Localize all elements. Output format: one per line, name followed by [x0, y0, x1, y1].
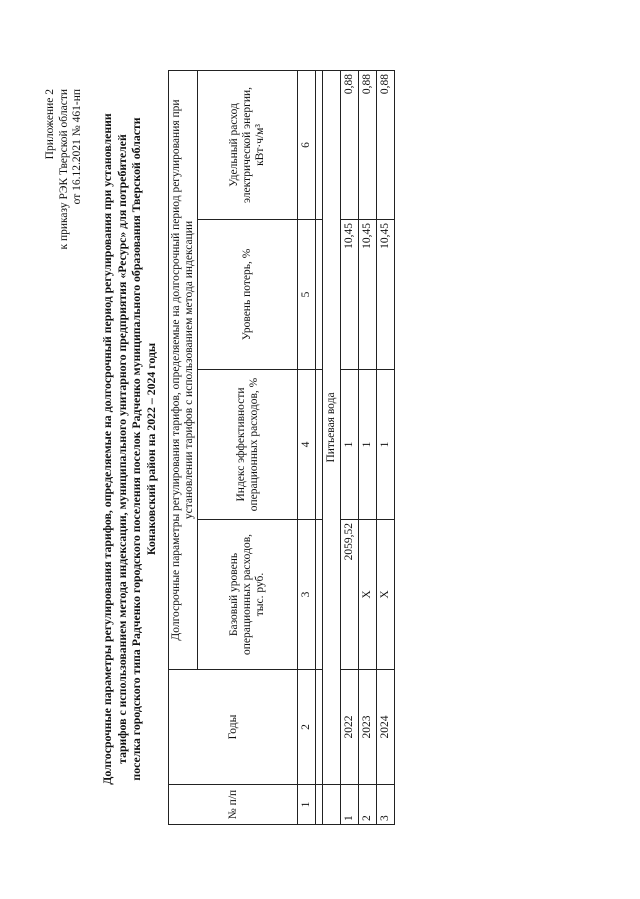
col-number: 5: [298, 220, 316, 370]
row-num: 2: [359, 785, 377, 825]
appendix-line-2: к приказу РЭК Тверской области: [57, 89, 70, 250]
rotated-page: [40, 39, 600, 859]
row-efficiency: 1: [359, 370, 377, 520]
row-efficiency: 1: [341, 370, 359, 520]
row-base-level: 2059,52: [341, 520, 359, 670]
title-line-1: Долгосрочные параметры регулирования тарифов, определяемые на долгосрочный период регулирования при установлении: [100, 113, 114, 785]
col-number: 2: [298, 670, 316, 785]
header-losses: Уровень потерь, %: [198, 220, 298, 370]
header-row-top: [169, 70, 198, 824]
appendix-line-3: от 16.12.2021 № 461-нп: [71, 89, 83, 205]
col-number: 6: [298, 70, 316, 219]
row-energy: 0,88: [341, 70, 359, 219]
row-efficiency: 1: [377, 370, 395, 520]
spacer-row: [316, 70, 323, 824]
header-group: Долгосрочные параметры регулирования тарифов, определяемые на долгосрочный период регулирования при установлении тарифов с использованием метода индексации: [169, 70, 198, 669]
header-efficiency: Индекс эффективности операционных расходов, %: [198, 370, 298, 520]
title-line-3: поселка городского типа Радченко городского поселения поселок Радченко муниципального образования Тверской области: [129, 117, 143, 781]
document-title: [100, 79, 158, 819]
row-energy: 0,88: [377, 70, 395, 219]
table-row: [359, 70, 377, 824]
row-year: 2022: [341, 670, 359, 785]
title-line-2: тарифов с использованием метода индексации, муниципального унитарного предприятия «Ресурс» для потребителей: [114, 134, 129, 764]
row-year: 2024: [377, 670, 395, 785]
row-losses: 10,45: [341, 220, 359, 370]
col-number: 1: [298, 785, 316, 825]
header-base-level: Базовый уровень операционных расходов, тыс. руб.: [198, 520, 298, 670]
parameters-table: [168, 70, 395, 825]
appendix-line-1: Приложение 2: [44, 89, 56, 160]
appendix-note: [44, 89, 85, 250]
table-row: [341, 70, 359, 824]
header-energy: Удельный расход электрической энергии, кВт·ч/м³: [198, 70, 298, 219]
row-base-level: Х: [377, 520, 395, 670]
col-number: 4: [298, 370, 316, 520]
section-label: Питьевая вода: [323, 70, 341, 784]
row-num: 3: [377, 785, 395, 825]
column-numbers-row: [298, 70, 316, 824]
section-row: [323, 70, 341, 824]
title-line-4: Конаковский район на 2022 – 2024 годы: [143, 342, 158, 556]
row-energy: 0,88: [359, 70, 377, 219]
table-row: [377, 70, 395, 824]
row-base-level: Х: [359, 520, 377, 670]
row-num: 1: [341, 785, 359, 825]
row-losses: 10,45: [359, 220, 377, 370]
row-losses: 10,45: [377, 220, 395, 370]
header-num: № п/п: [169, 785, 298, 825]
header-years: Годы: [169, 670, 298, 785]
col-number: 3: [298, 520, 316, 670]
row-year: 2023: [359, 670, 377, 785]
